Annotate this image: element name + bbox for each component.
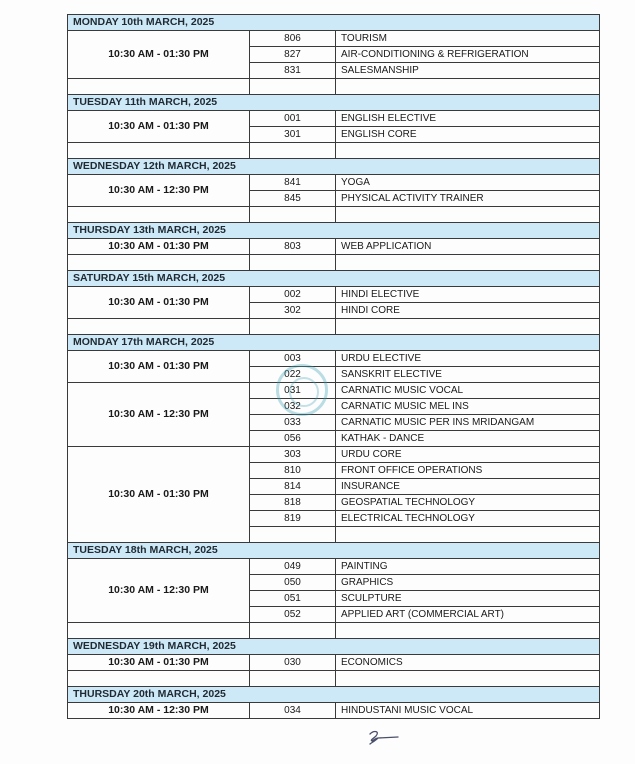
paper-row xyxy=(68,175,600,191)
subject-name: INSURANCE xyxy=(336,479,600,495)
subject-name: KATHAK - DANCE xyxy=(336,431,600,447)
subject-code: 051 xyxy=(250,591,336,607)
exam-date: TUESDAY 18th MARCH, 2025 xyxy=(68,543,600,559)
subject-name: HINDI CORE xyxy=(336,303,600,319)
day-header-row xyxy=(68,95,600,111)
subject-code: 031 xyxy=(250,383,336,399)
subject-code: 050 xyxy=(250,575,336,591)
paper-row xyxy=(68,239,600,255)
subject-code: 022 xyxy=(250,367,336,383)
subject-name: APPLIED ART (COMMERCIAL ART) xyxy=(336,607,600,623)
blank-row xyxy=(68,671,600,687)
exam-time: 10:30 AM - 01:30 PM xyxy=(68,287,250,319)
subject-code: 814 xyxy=(250,479,336,495)
subject-code: 033 xyxy=(250,415,336,431)
exam-schedule-table xyxy=(67,14,600,719)
exam-date: THURSDAY 20th MARCH, 2025 xyxy=(68,687,600,703)
subject-name: GRAPHICS xyxy=(336,575,600,591)
subject-code: 819 xyxy=(250,511,336,527)
blank-cell xyxy=(250,143,336,159)
subject-name: ENGLISH ELECTIVE xyxy=(336,111,600,127)
date-sheet xyxy=(67,14,599,719)
paper-row xyxy=(68,703,600,719)
day-header-row xyxy=(68,223,600,239)
blank-cell xyxy=(250,255,336,271)
exam-date: MONDAY 10th MARCH, 2025 xyxy=(68,15,600,31)
subject-code: 002 xyxy=(250,287,336,303)
subject-name: HINDI ELECTIVE xyxy=(336,287,600,303)
subject-code: 827 xyxy=(250,47,336,63)
subject-code: 818 xyxy=(250,495,336,511)
subject-code: 303 xyxy=(250,447,336,463)
subject-name: FRONT OFFICE OPERATIONS xyxy=(336,463,600,479)
blank-cell xyxy=(250,207,336,223)
subject-name: HINDUSTANI MUSIC VOCAL xyxy=(336,703,600,719)
subject-code: 803 xyxy=(250,239,336,255)
subject-name: URDU CORE xyxy=(336,447,600,463)
subject-code: 056 xyxy=(250,431,336,447)
subject-code: 810 xyxy=(250,463,336,479)
blank-cell xyxy=(336,319,600,335)
exam-time: 10:30 AM - 01:30 PM xyxy=(68,31,250,79)
subject-name: SALESMANSHIP xyxy=(336,63,600,79)
exam-date: TUESDAY 11th MARCH, 2025 xyxy=(68,95,600,111)
subject-name: GEOSPATIAL TECHNOLOGY xyxy=(336,495,600,511)
subject-name: PHYSICAL ACTIVITY TRAINER xyxy=(336,191,600,207)
subject-code: 845 xyxy=(250,191,336,207)
exam-date: SATURDAY 15th MARCH, 2025 xyxy=(68,271,600,287)
paper-row xyxy=(68,111,600,127)
exam-time: 10:30 AM - 12:30 PM xyxy=(68,559,250,623)
exam-time: 10:30 AM - 01:30 PM xyxy=(68,111,250,143)
exam-date: MONDAY 17th MARCH, 2025 xyxy=(68,335,600,351)
exam-time: 10:30 AM - 12:30 PM xyxy=(68,175,250,207)
subject-name: CARNATIC MUSIC MEL INS xyxy=(336,399,600,415)
paper-row xyxy=(68,383,600,399)
subject-name: ECONOMICS xyxy=(336,655,600,671)
blank-cell xyxy=(68,143,250,159)
subject-code: 001 xyxy=(250,111,336,127)
subject-code: 841 xyxy=(250,175,336,191)
subject-name: CARNATIC MUSIC PER INS MRIDANGAM xyxy=(336,415,600,431)
subject-code: 806 xyxy=(250,31,336,47)
subject-name: URDU ELECTIVE xyxy=(336,351,600,367)
subject-code: 831 xyxy=(250,63,336,79)
blank-row xyxy=(68,143,600,159)
subject-code: 030 xyxy=(250,655,336,671)
subject-name: SANSKRIT ELECTIVE xyxy=(336,367,600,383)
exam-time: 10:30 AM - 01:30 PM xyxy=(68,655,250,671)
blank-cell xyxy=(250,671,336,687)
blank-cell xyxy=(250,623,336,639)
blank-cell xyxy=(68,671,250,687)
subject-code: 003 xyxy=(250,351,336,367)
blank-cell xyxy=(336,79,600,95)
day-header-row xyxy=(68,159,600,175)
subject-name: CARNATIC MUSIC VOCAL xyxy=(336,383,600,399)
day-header-row xyxy=(68,543,600,559)
day-header-row xyxy=(68,15,600,31)
blank-row xyxy=(68,207,600,223)
blank-cell xyxy=(68,623,250,639)
subject-name: TOURISM xyxy=(336,31,600,47)
blank-cell xyxy=(68,207,250,223)
blank-cell xyxy=(250,319,336,335)
blank-cell xyxy=(68,255,250,271)
paper-row xyxy=(68,287,600,303)
paper-row xyxy=(68,559,600,575)
paper-row xyxy=(68,31,600,47)
exam-time: 10:30 AM - 01:30 PM xyxy=(68,239,250,255)
blank-cell xyxy=(68,79,250,95)
subject-name: PAINTING xyxy=(336,559,600,575)
blank-cell xyxy=(250,79,336,95)
exam-time: 10:30 AM - 01:30 PM xyxy=(68,351,250,383)
subject-name: AIR-CONDITIONING & REFRIGERATION xyxy=(336,47,600,63)
exam-time: 10:30 AM - 12:30 PM xyxy=(68,703,250,719)
subject-name: ELECTRICAL TECHNOLOGY xyxy=(336,511,600,527)
blank-row xyxy=(68,623,600,639)
paper-row xyxy=(68,655,600,671)
subject-code: 034 xyxy=(250,703,336,719)
blank-row xyxy=(68,319,600,335)
exam-date: WEDNESDAY 19th MARCH, 2025 xyxy=(68,639,600,655)
blank-cell xyxy=(336,255,600,271)
blank-cell xyxy=(336,623,600,639)
paper-row xyxy=(68,447,600,463)
subject-name: YOGA xyxy=(336,175,600,191)
subject-code: 302 xyxy=(250,303,336,319)
paper-row xyxy=(68,351,600,367)
signature-icon xyxy=(364,728,404,748)
blank-cell xyxy=(336,143,600,159)
subject-code: 301 xyxy=(250,127,336,143)
subject-code: 032 xyxy=(250,399,336,415)
exam-date: THURSDAY 13th MARCH, 2025 xyxy=(68,223,600,239)
blank-cell xyxy=(336,207,600,223)
blank-row xyxy=(68,255,600,271)
day-header-row xyxy=(68,687,600,703)
day-header-row xyxy=(68,335,600,351)
day-header-row xyxy=(68,271,600,287)
blank-row xyxy=(68,79,600,95)
day-header-row xyxy=(68,639,600,655)
blank-cell xyxy=(68,319,250,335)
subject-code: 049 xyxy=(250,559,336,575)
blank-cell xyxy=(336,671,600,687)
exam-date: WEDNESDAY 12th MARCH, 2025 xyxy=(68,159,600,175)
exam-time: 10:30 AM - 01:30 PM xyxy=(68,447,250,543)
blank-cell xyxy=(336,527,600,543)
subject-name: ENGLISH CORE xyxy=(336,127,600,143)
subject-name: SCULPTURE xyxy=(336,591,600,607)
exam-time: 10:30 AM - 12:30 PM xyxy=(68,383,250,447)
subject-code: 052 xyxy=(250,607,336,623)
subject-name: WEB APPLICATION xyxy=(336,239,600,255)
blank-cell xyxy=(250,527,336,543)
